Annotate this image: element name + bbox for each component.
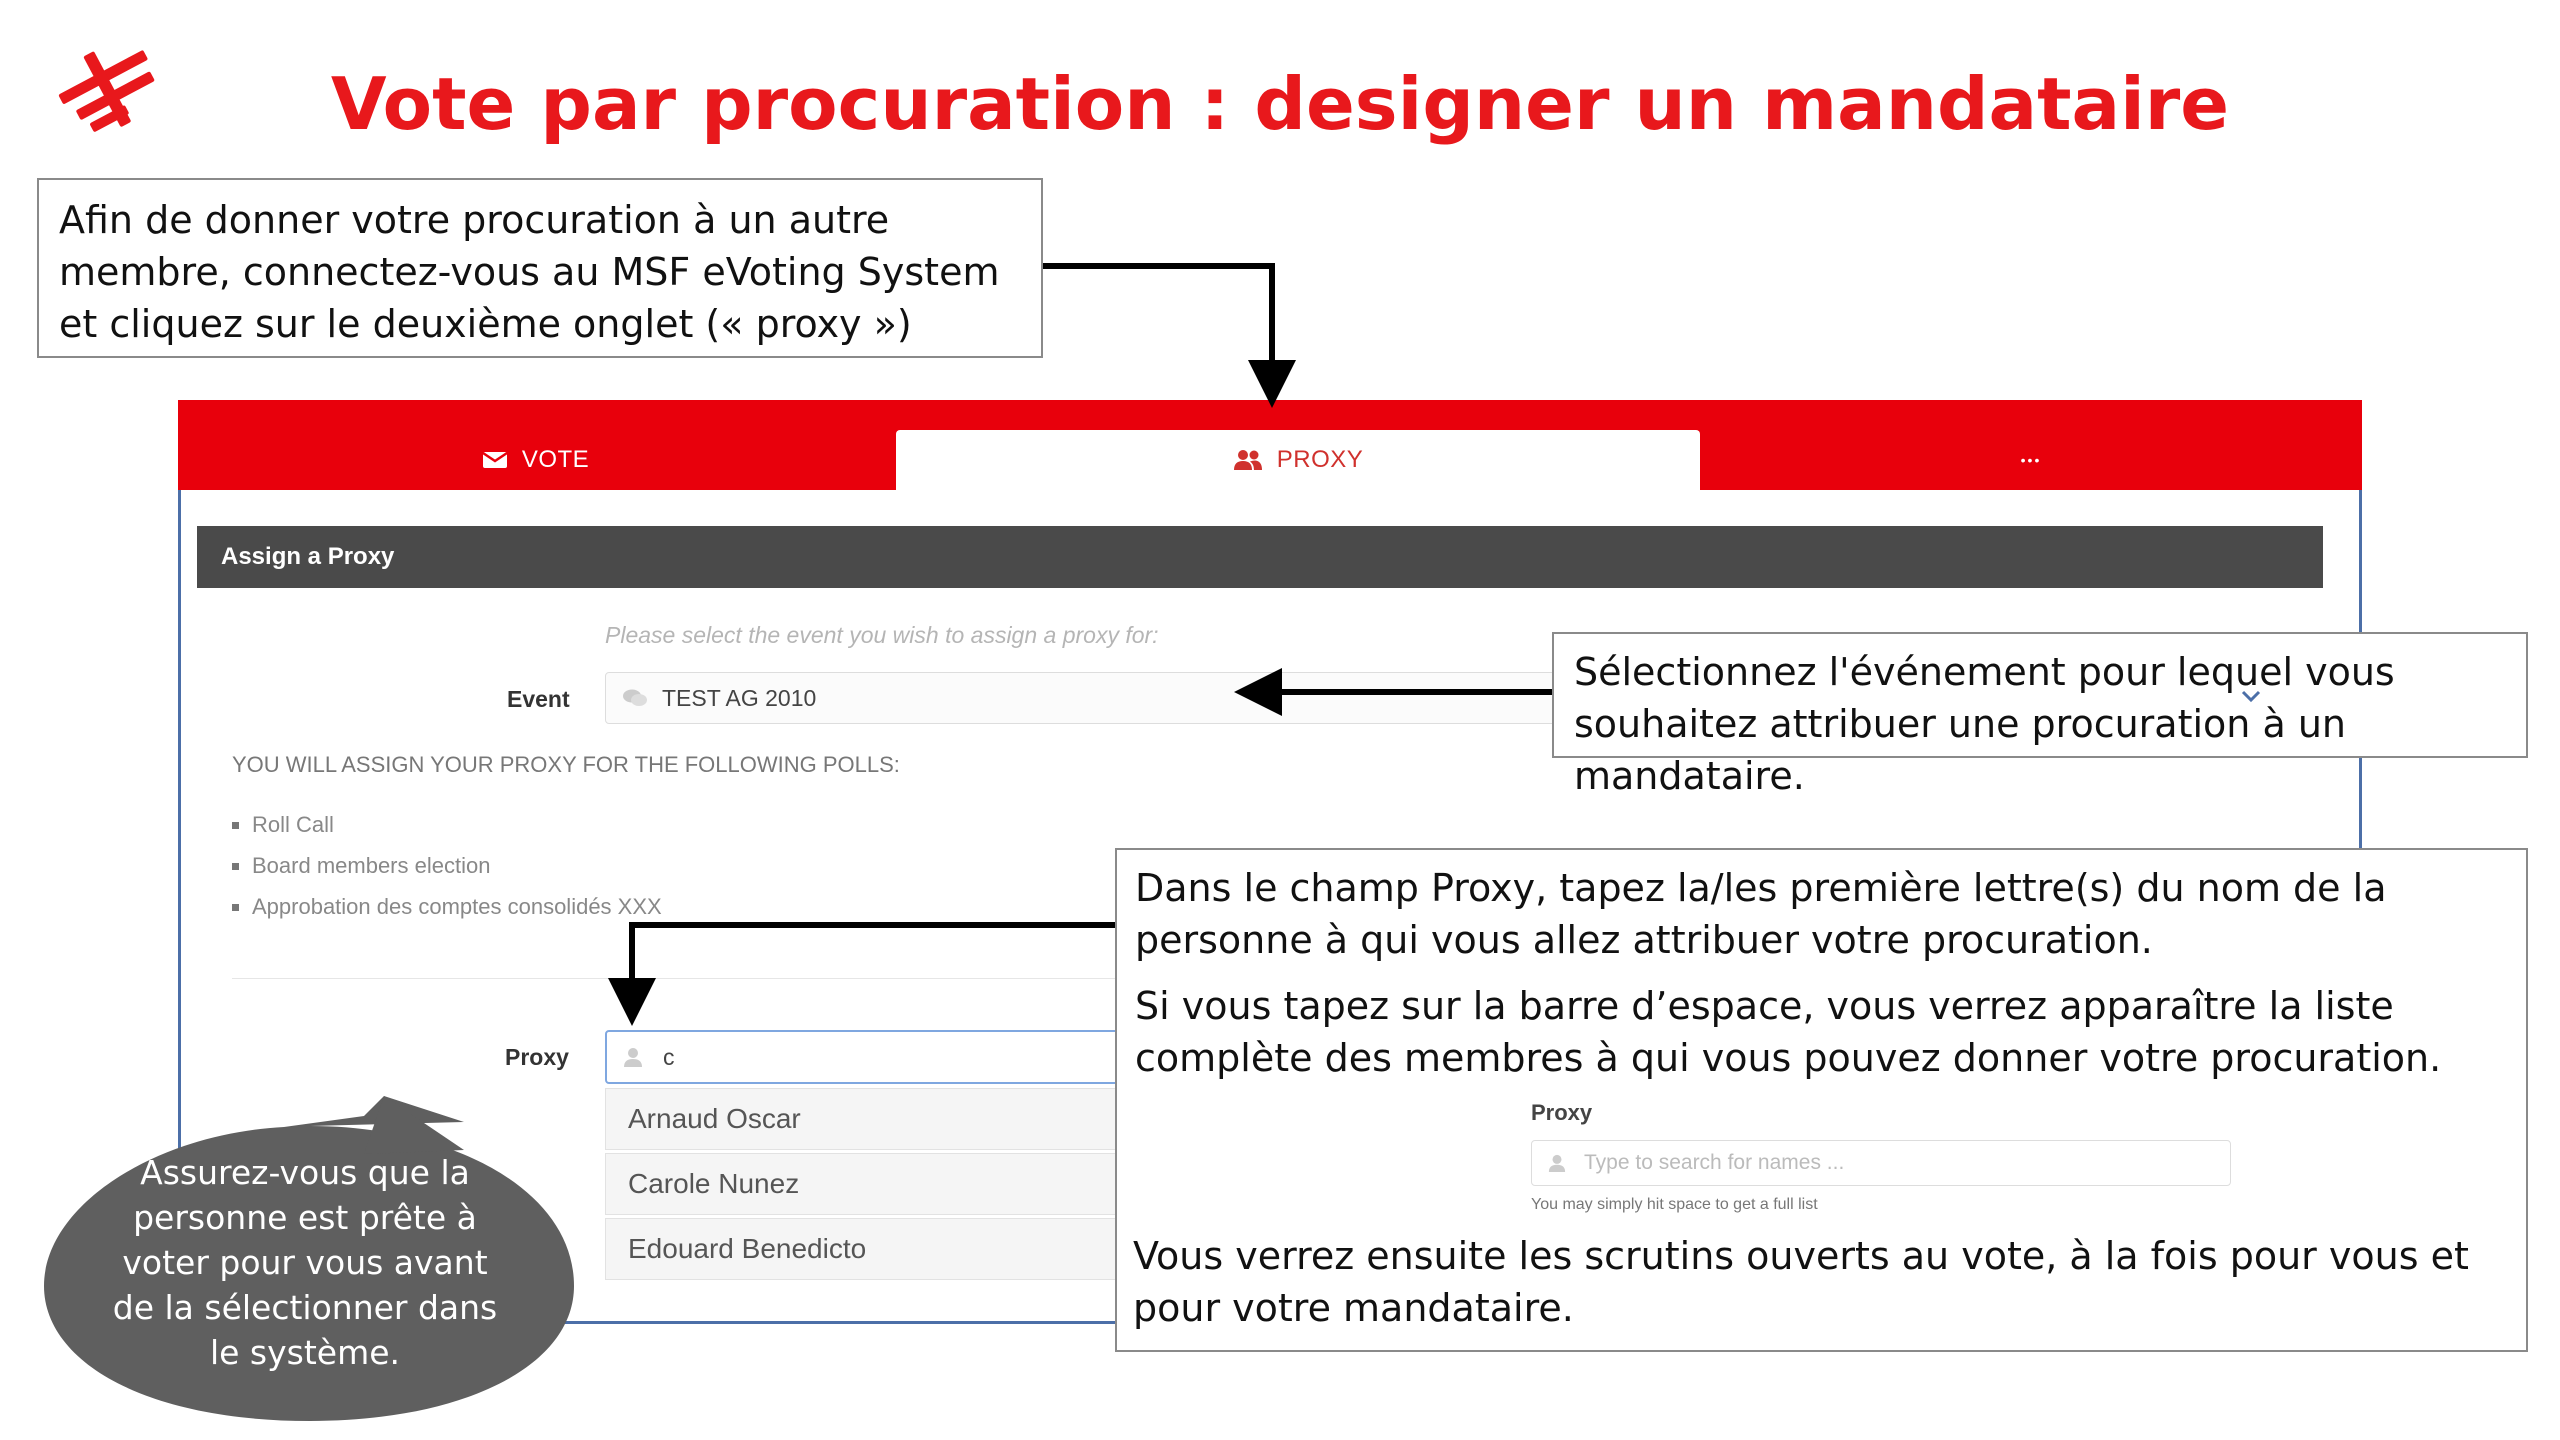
poll-item: Board members election (252, 853, 491, 878)
callout-step2 (1552, 632, 2528, 798)
comments-icon (622, 688, 648, 708)
event-value: TEST AG 2010 (662, 684, 817, 711)
proxy-suggestion[interactable]: Carole Nunez (605, 1153, 1125, 1215)
callout-step3-p1: Dans le champ Proxy, tapez la/les première lettre(s) du nom de la personne à qui vous allez attribuer votre procuration. (1135, 866, 2387, 962)
tab-bar (178, 400, 2362, 490)
user-icon (1548, 1154, 1566, 1172)
event-label: Event (507, 686, 570, 712)
callout-step3-p3: Vous verrez ensuite les scrutins ouverts au vote, à la fois pour vous et pour votre mandataire. (1133, 1234, 2469, 1330)
proxy-suggestion[interactable]: Arnaud Oscar (605, 1088, 1125, 1150)
proxy-label: Proxy (505, 1044, 569, 1070)
slide-title: Vote par procuration : designer un mandataire (330, 62, 2230, 146)
polls-heading: YOU WILL ASSIGN YOUR PROXY FOR THE FOLLOWING POLLS: (232, 752, 900, 777)
callout-step2-text: Sélectionnez l'événement pour lequel vous souhaitez attribuer une procuration à un mandataire. (1574, 650, 2395, 798)
event-select[interactable] (605, 672, 1645, 724)
tab-proxy-label: PROXY (1276, 446, 1364, 473)
poll-item: Roll Call (252, 812, 334, 837)
user-icon (623, 1047, 643, 1067)
arrow-to-proxy-tab (1043, 266, 1272, 384)
speech-bubble-text: Assurez-vous que la personne est prête à voter pour vous avant de la sélectionner dans le système. (112, 1153, 498, 1372)
tab-vote-label: VOTE (521, 446, 590, 473)
tab-proxy[interactable] (896, 430, 1700, 490)
envelope-icon (482, 450, 508, 470)
panel-header: Assign a Proxy (197, 526, 2323, 588)
tab-vote[interactable] (178, 430, 893, 490)
event-hint: Please select the event you wish to assign a proxy for: (605, 622, 1159, 648)
mini-proxy-help: You may simply hit space to get a full list (1531, 1196, 1818, 1213)
more-icon: ••• (2020, 452, 2042, 468)
callout-step1-text: Afin de donner votre procuration à un autre membre, connectez-vous au MSF eVoting System et cliquez sur le deuxième onglet (« proxy ») (59, 198, 1000, 346)
divider (232, 978, 1132, 979)
mini-proxy-input (1531, 1140, 2231, 1186)
mini-proxy-placeholder: Type to search for names ... (1584, 1151, 1845, 1174)
callout-step1 (37, 178, 1043, 358)
proxy-suggestion[interactable]: Edouard Benedicto (605, 1218, 1125, 1280)
tab-more[interactable] (1700, 430, 2362, 490)
poll-item: Approbation des comptes consolidés XXX (252, 894, 662, 919)
callout-step3-p2: Si vous tapez sur la barre d’espace, vous verrez apparaître la liste complète des membres à qui vous pouvez donner votre procuration. (1135, 984, 2442, 1080)
mini-proxy-label: Proxy (1531, 1100, 1593, 1125)
proxy-input-value: c (663, 1043, 675, 1070)
users-icon (1233, 449, 1263, 471)
